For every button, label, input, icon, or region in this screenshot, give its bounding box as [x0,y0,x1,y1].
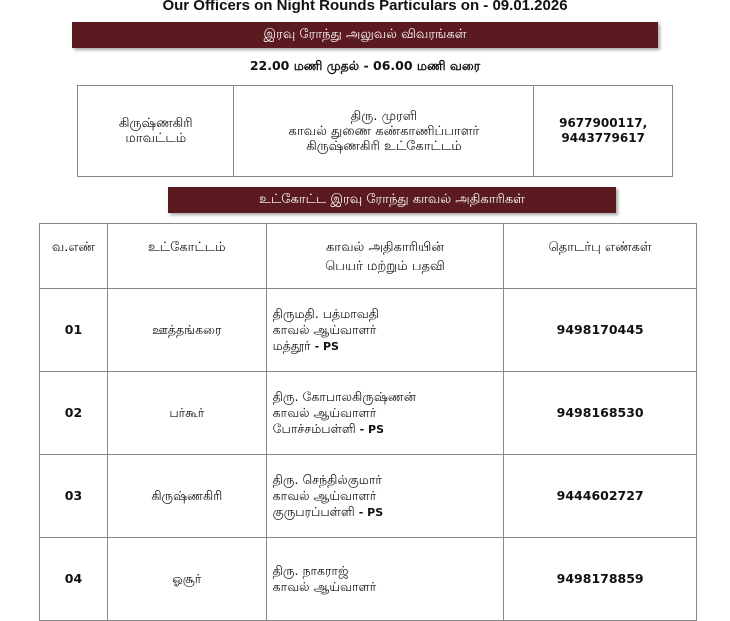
row-subdivision: பர்கூர் [107,372,266,455]
station-suffix: - PS [314,339,339,353]
officer-rank: காவல் துணை கண்காணிப்பாளர் [288,123,480,139]
row-phone: 9498170445 [504,289,697,372]
district-name-line: கிருஷ்ணகிரி [118,116,193,131]
district-officer-table [77,85,673,177]
table-header-row [40,224,697,289]
officer-station [273,338,504,355]
district-name-cell [78,86,234,177]
row-subdivision: ஊத்தங்கரை [107,289,266,372]
officer-subdivision: கிருஷ்ணகிரி உட்கோட்டம் [306,138,462,154]
table-row [40,538,697,621]
officer-station [273,421,504,438]
row-phone: 9498168530 [504,372,697,455]
row-subdivision: கிருஷ்ணகிரி [107,455,266,538]
officer-rank: காவல் ஆய்வாளர் [272,404,377,420]
page-title: Our Officers on Night Rounds Particulars on - 09.01.2026 [162,0,568,14]
header-officer-line: காவல் அதிகாரியின் [325,240,444,255]
officer-name: திரு. செந்தில்குமார் [272,471,382,487]
station-name: போச்சம்பள்ளி [272,420,360,436]
officer-name: திரு. முரளி [350,108,418,124]
officer-rank: காவல் ஆய்வாளர் [272,487,377,503]
row-sno: 03 [40,455,108,538]
header-contact: தொடர்பு எண்கள் [504,224,697,289]
header-officer-line: பெயர் மற்றும் பதவி [325,259,445,274]
district-phone-cell [534,86,673,177]
night-rounds-banner: இரவு ரோந்து அலுவல் விவரங்கள் [72,22,658,48]
header-subdivision: உட்கோட்டம் [107,224,266,289]
row-phone: 9498178859 [504,538,697,621]
row-sno: 01 [40,289,108,372]
timing-text: 22.00 மணி முதல் - 06.00 மணி வரை [249,58,481,73]
table-row [40,372,697,455]
officer-name: திரு. கோபாலகிருஷ்ணன் [272,388,416,404]
district-officer-row [78,86,673,177]
station-suffix: - PS [359,422,385,436]
officer-rank: காவல் ஆய்வாளர் [272,579,377,594]
row-sno: 02 [40,372,108,455]
station-suffix: - PS [358,505,384,519]
row-officer [266,538,504,621]
row-officer [266,372,504,455]
subdivision-officers-banner: உட்கோட்ட இரவு ரோந்து காவல் அதிகாரிகள் [168,187,616,213]
header-officer [266,224,504,289]
officer-name: திருமதி. பத்மாவதி [272,305,379,321]
station-name: மத்தூர் [272,337,315,353]
row-sno: 04 [40,538,108,621]
table-row [40,455,697,538]
subdivision-officers-table [39,223,697,621]
phone-number: 9443779617 [561,131,645,145]
officer-name: திரு. நாகராஜ் [272,563,349,578]
district-name-line: மாவட்டம் [125,131,187,146]
row-officer [266,455,504,538]
district-officer-cell [234,86,534,177]
officer-rank: காவல் ஆய்வாளர் [272,321,377,337]
officer-station [273,504,504,521]
row-phone: 9444602727 [504,455,697,538]
table-row [40,289,697,372]
phone-number: 9677900117, [559,116,648,130]
row-subdivision: ஓசூர் [107,538,266,621]
station-name: குருபரப்பள்ளி [272,503,359,519]
header-sno: வ.எண் [40,224,108,289]
row-officer [266,289,504,372]
